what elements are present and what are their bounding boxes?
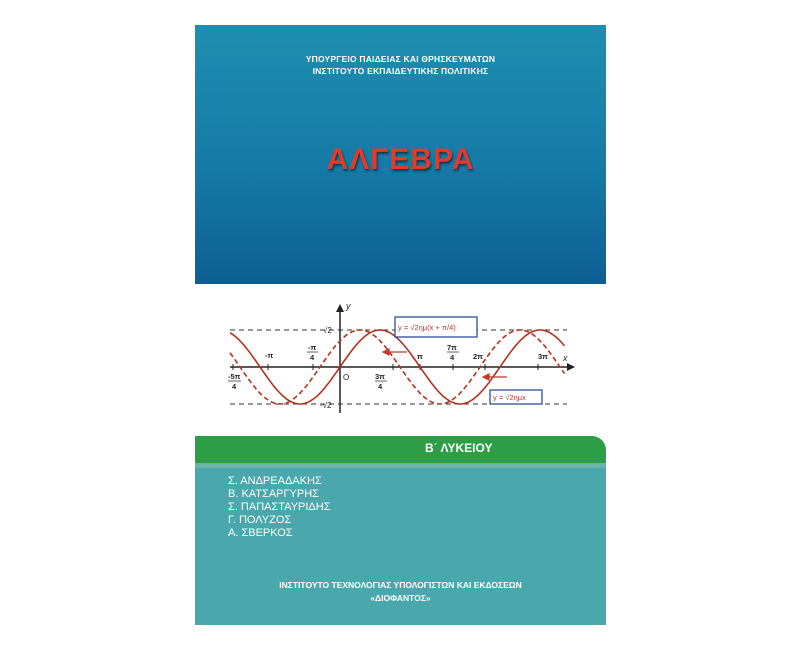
y-axis-arrow bbox=[336, 304, 344, 312]
book-cover bbox=[195, 25, 606, 625]
tick-label-3pi-4-num: 3π bbox=[375, 372, 385, 381]
y-top-label: √2 bbox=[323, 326, 332, 335]
ministry-line-2: ΙΝΣΤΙΤΟΥΤΟ ΕΚΠΑΙΔΕΥΤΙΚΗΣ ΠΟΛΙΤΙΚΗΣ bbox=[312, 66, 489, 76]
cover-bottom-panel bbox=[195, 463, 606, 625]
author: Σ. ΠΑΠΑΣΤΑΥΡΙΔΗΣ bbox=[228, 501, 331, 513]
author-list bbox=[228, 475, 331, 540]
panel-stripe bbox=[195, 463, 606, 468]
origin-label: O bbox=[343, 373, 350, 382]
tick-label-2pi: 2π bbox=[473, 352, 483, 361]
author: Α. ΣΒΕΡΚΟΣ bbox=[228, 527, 293, 539]
ministry-line-1: ΥΠΟΥΡΓΕΙΟ ΠΑΙΔΕΙΑΣ ΚΑΙ ΘΡΗΣΚΕΥΜΑΤΩΝ bbox=[305, 54, 496, 64]
tick-label-7pi-4-num: 7π bbox=[447, 343, 457, 352]
book-title: ΑΛΓΕΒΡΑ bbox=[326, 143, 475, 176]
x-axis-arrow bbox=[567, 363, 575, 371]
tick-label-pi: π bbox=[417, 352, 423, 361]
tick-label-7pi-4-den: 4 bbox=[450, 353, 455, 362]
sine-graph bbox=[195, 295, 606, 420]
tick-label-minus-5pi-4-num: -5π bbox=[228, 372, 241, 381]
tick-label-minus-pi-4-num: -π bbox=[308, 343, 317, 352]
y-axis-label: y bbox=[346, 301, 351, 311]
tick-label-minus-pi-4-den: 4 bbox=[310, 353, 315, 362]
author: Γ. ΠΟΛΥΖΟΣ bbox=[228, 514, 292, 526]
author: Β. ΚΑΤΣΑΡΓΥΡΗΣ bbox=[228, 488, 319, 500]
label-shifted-text: y = √2ημ(x + π/4) bbox=[398, 323, 456, 332]
publisher-line-2: «ΔΙΟΦΑΝΤΟΣ» bbox=[370, 593, 431, 603]
label-base-text: y = √2ημx bbox=[493, 393, 526, 402]
y-bottom-label: -√2 bbox=[320, 401, 332, 410]
tick-label-3pi: 3π bbox=[538, 352, 548, 361]
tick-label-minus-pi: -π bbox=[265, 351, 274, 360]
cover-top-panel bbox=[195, 25, 606, 284]
tick-label-minus-5pi-4-den: 4 bbox=[232, 382, 237, 391]
grade-label: Β΄ ΛΥΚΕΙΟΥ bbox=[425, 441, 493, 455]
publisher-line-1: ΙΝΣΤΙΤΟΥΤΟ ΤΕΧΝΟΛΟΓΙΑΣ ΥΠΟΛΟΓΙΣΤΩΝ ΚΑΙ ΕΚΔΟΣΕΩΝ bbox=[279, 580, 522, 590]
grade-band bbox=[195, 436, 606, 463]
x-axis-label: x bbox=[563, 353, 568, 363]
author: Σ. ΑΝΔΡΕΑΔΑΚΗΣ bbox=[228, 475, 322, 487]
tick-label-3pi-4-den: 4 bbox=[378, 382, 383, 391]
